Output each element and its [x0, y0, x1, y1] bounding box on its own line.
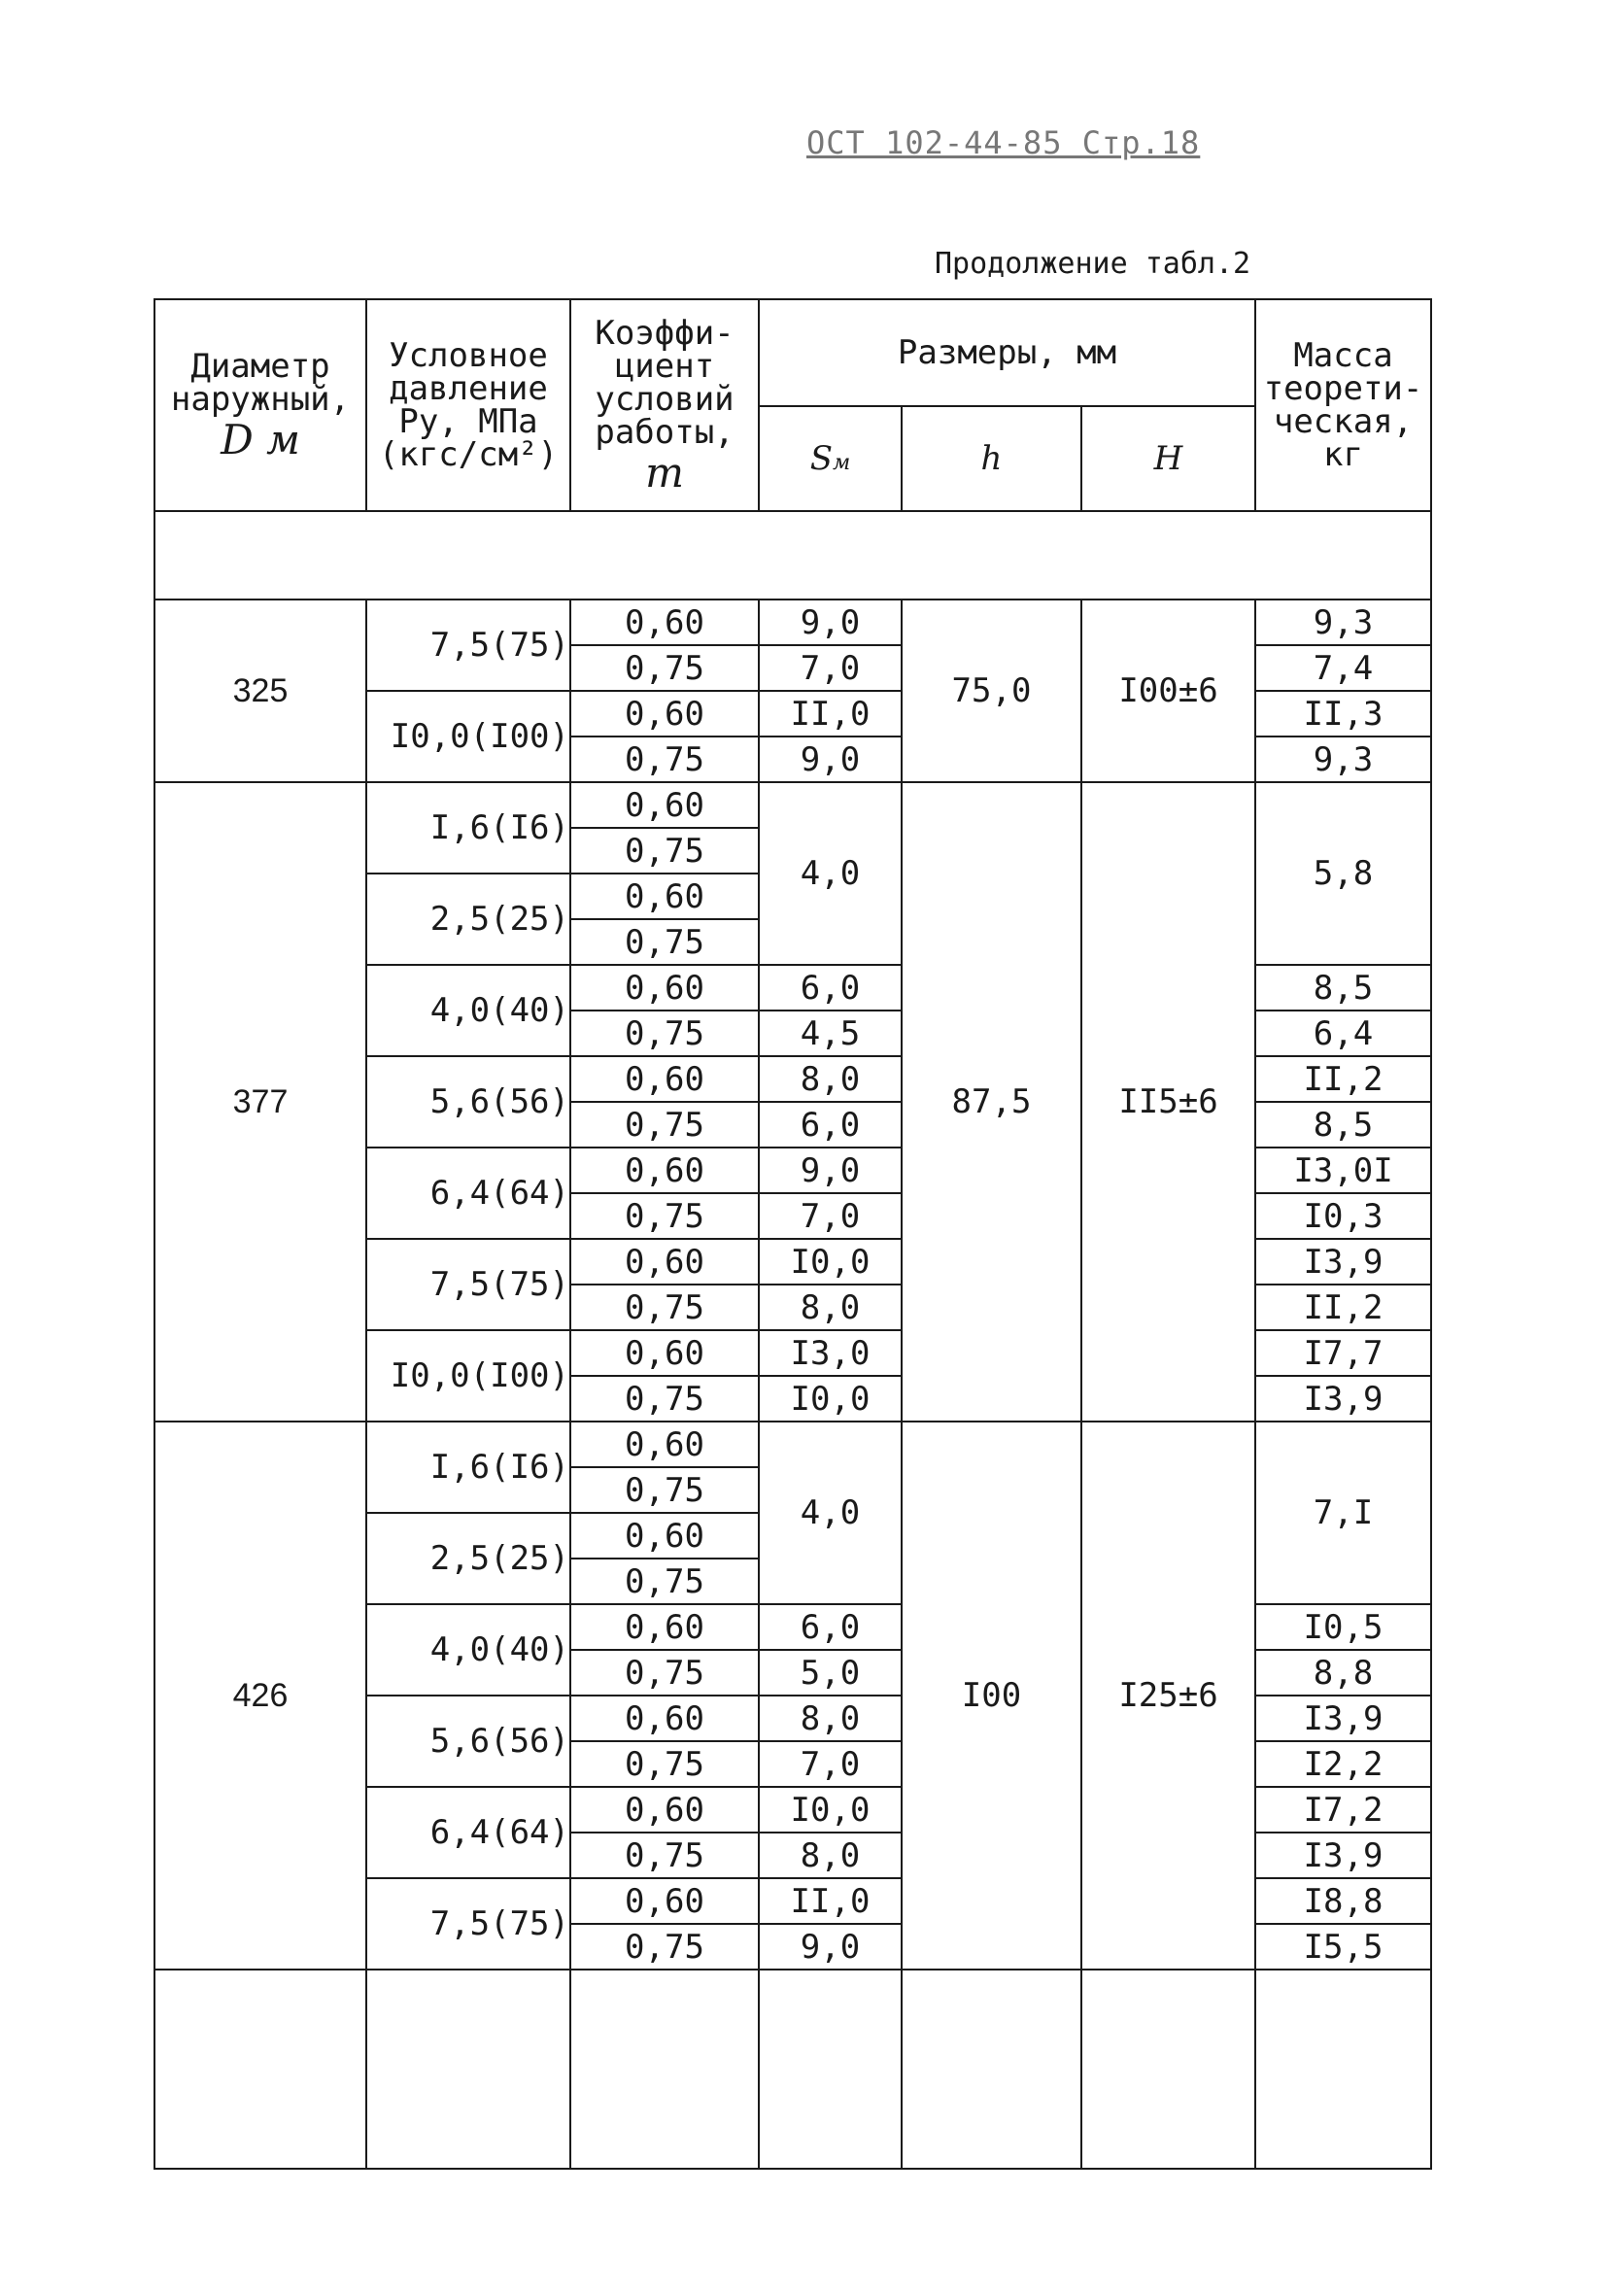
mass-cell: I7,2 — [1255, 1787, 1431, 1833]
mass-cell: I2,2 — [1255, 1741, 1431, 1787]
s-cell: 9,0 — [759, 1148, 902, 1193]
pressure-cell: I0,0(I00) — [366, 1330, 570, 1422]
mass-cell: I5,5 — [1255, 1924, 1431, 1970]
s-cell: 8,0 — [759, 1285, 902, 1330]
s-cell: 6,0 — [759, 965, 902, 1011]
s-cell: 5,0 — [759, 1650, 902, 1696]
pressure-cell: 7,5(75) — [366, 1878, 570, 1970]
coefficient-cell: 0,75 — [570, 1650, 759, 1696]
coefficient-cell: 0,60 — [570, 1056, 759, 1102]
coefficient-cell: 0,75 — [570, 1102, 759, 1148]
header-pressure: Условное давление Pу, МПа (кгс/см²) — [366, 299, 570, 511]
s-cell: 8,0 — [759, 1696, 902, 1741]
mass-cell: I0,3 — [1255, 1193, 1431, 1239]
s-cell: 8,0 — [759, 1833, 902, 1878]
coefficient-cell: 0,75 — [570, 1376, 759, 1422]
header-coefficient: Коэффи- циент условий работы, m — [570, 299, 759, 511]
mass-cell: I3,9 — [1255, 1833, 1431, 1878]
mass-cell: I8,8 — [1255, 1878, 1431, 1924]
s-cell: II,0 — [759, 691, 902, 737]
coefficient-cell: 0,60 — [570, 965, 759, 1011]
s-cell: II,0 — [759, 1878, 902, 1924]
coefficient-cell: 0,75 — [570, 737, 759, 782]
mass-cell: I3,9 — [1255, 1239, 1431, 1285]
H-cell: I25±6 — [1081, 1422, 1255, 1970]
s-cell: I0,0 — [759, 1787, 902, 1833]
s-cell: 7,0 — [759, 1193, 902, 1239]
diameter-cell: 377 — [154, 782, 366, 1422]
pressure-cell: I,6(I6) — [366, 782, 570, 874]
coefficient-cell: 0,60 — [570, 1422, 759, 1467]
s-cell: 9,0 — [759, 1924, 902, 1970]
s-cell: I3,0 — [759, 1330, 902, 1376]
pressure-cell: 5,6(56) — [366, 1056, 570, 1148]
h-cell: I00 — [902, 1422, 1081, 1970]
s-cell: I0,0 — [759, 1376, 902, 1422]
coefficient-cell: 0,60 — [570, 1787, 759, 1833]
table-row — [154, 600, 1431, 645]
h-cell: 87,5 — [902, 782, 1081, 1422]
document-code: ОСТ 102-44-85 Стр.18 — [806, 124, 1201, 161]
coefficient-cell: 0,60 — [570, 1513, 759, 1559]
mass-cell: I0,5 — [1255, 1604, 1431, 1650]
mass-cell: II,2 — [1255, 1285, 1431, 1330]
header-diameter: Диаметр наружный, D м — [154, 299, 366, 511]
blank-cell — [366, 1970, 570, 2169]
coefficient-cell: 0,75 — [570, 828, 759, 874]
coefficient-cell: 0,60 — [570, 691, 759, 737]
diameter-cell: 426 — [154, 1422, 366, 1970]
coefficient-cell: 0,75 — [570, 1833, 759, 1878]
blank-cell — [570, 1970, 759, 2169]
mass-cell: 8,5 — [1255, 1102, 1431, 1148]
h-cell: 75,0 — [902, 600, 1081, 782]
table-row — [154, 782, 1431, 828]
coefficient-cell: 0,75 — [570, 919, 759, 965]
mass-cell: 6,4 — [1255, 1011, 1431, 1056]
mass-cell-shared: 5,8 — [1255, 782, 1431, 965]
mass-cell: 8,5 — [1255, 965, 1431, 1011]
group-325-top-gap — [154, 511, 1431, 600]
blank-cell — [902, 1970, 1081, 2169]
s-cell: 9,0 — [759, 737, 902, 782]
s-cell: 7,0 — [759, 645, 902, 691]
pressure-cell: I,6(I6) — [366, 1422, 570, 1513]
dimensions-table — [154, 298, 1432, 2170]
mass-cell: 7,4 — [1255, 645, 1431, 691]
coefficient-cell: 0,60 — [570, 1604, 759, 1650]
coefficient-cell: 0,75 — [570, 1924, 759, 1970]
coefficient-cell: 0,60 — [570, 1239, 759, 1285]
table-row — [154, 1422, 1431, 1467]
coefficient-cell: 0,75 — [570, 645, 759, 691]
s-cell-shared: 4,0 — [759, 782, 902, 965]
mass-cell: II,3 — [1255, 691, 1431, 737]
coefficient-cell: 0,75 — [570, 1285, 759, 1330]
coefficient-cell: 0,75 — [570, 1741, 759, 1787]
s-cell: 8,0 — [759, 1056, 902, 1102]
pressure-cell: 4,0(40) — [366, 1604, 570, 1696]
coefficient-cell: 0,75 — [570, 1467, 759, 1513]
pressure-cell: I0,0(I00) — [366, 691, 570, 782]
pressure-cell: 6,4(64) — [366, 1148, 570, 1239]
coefficient-cell: 0,60 — [570, 1878, 759, 1924]
header-h: h — [902, 406, 1081, 511]
diameter-cell: 325 — [154, 600, 366, 782]
coefficient-cell: 0,60 — [570, 600, 759, 645]
coefficient-cell: 0,60 — [570, 1148, 759, 1193]
s-cell: 4,5 — [759, 1011, 902, 1056]
pressure-cell: 6,4(64) — [366, 1787, 570, 1878]
mass-cell: II,2 — [1255, 1056, 1431, 1102]
coefficient-cell: 0,75 — [570, 1011, 759, 1056]
s-cell: I0,0 — [759, 1239, 902, 1285]
pressure-cell: 4,0(40) — [366, 965, 570, 1056]
table-caption: Продолжение табл.2 — [935, 247, 1251, 281]
pressure-cell: 7,5(75) — [366, 600, 570, 691]
mass-cell: 8,8 — [1255, 1650, 1431, 1696]
blank-cell — [1081, 1970, 1255, 2169]
mass-cell: 9,3 — [1255, 600, 1431, 645]
coefficient-cell: 0,60 — [570, 1330, 759, 1376]
coefficient-cell: 0,75 — [570, 1559, 759, 1604]
header-s: Sм — [759, 406, 902, 511]
s-cell: 6,0 — [759, 1102, 902, 1148]
mass-cell: I3,9 — [1255, 1376, 1431, 1422]
mass-cell: I3,9 — [1255, 1696, 1431, 1741]
coefficient-cell: 0,60 — [570, 874, 759, 919]
mass-cell: I7,7 — [1255, 1330, 1431, 1376]
H-cell: II5±6 — [1081, 782, 1255, 1422]
mass-cell: I3,0I — [1255, 1148, 1431, 1193]
H-cell: I00±6 — [1081, 600, 1255, 782]
s-cell: 7,0 — [759, 1741, 902, 1787]
coefficient-cell: 0,60 — [570, 782, 759, 828]
pressure-cell: 7,5(75) — [366, 1239, 570, 1330]
blank-cell — [759, 1970, 902, 2169]
blank-cell — [154, 1970, 366, 2169]
coefficient-cell: 0,75 — [570, 1193, 759, 1239]
coefficient-cell: 0,60 — [570, 1696, 759, 1741]
pressure-cell: 5,6(56) — [366, 1696, 570, 1787]
mass-cell-shared: 7,I — [1255, 1422, 1431, 1604]
blank-cell — [1255, 1970, 1431, 2169]
s-cell: 6,0 — [759, 1604, 902, 1650]
header-sizes: Размеры, мм — [759, 299, 1255, 406]
s-cell-shared: 4,0 — [759, 1422, 902, 1604]
s-cell: 9,0 — [759, 600, 902, 645]
mass-cell: 9,3 — [1255, 737, 1431, 782]
pressure-cell: 2,5(25) — [366, 874, 570, 965]
pressure-cell: 2,5(25) — [366, 1513, 570, 1604]
header-mass: Масса теорети- ческая, кг — [1255, 299, 1431, 511]
header-H: H — [1081, 406, 1255, 511]
